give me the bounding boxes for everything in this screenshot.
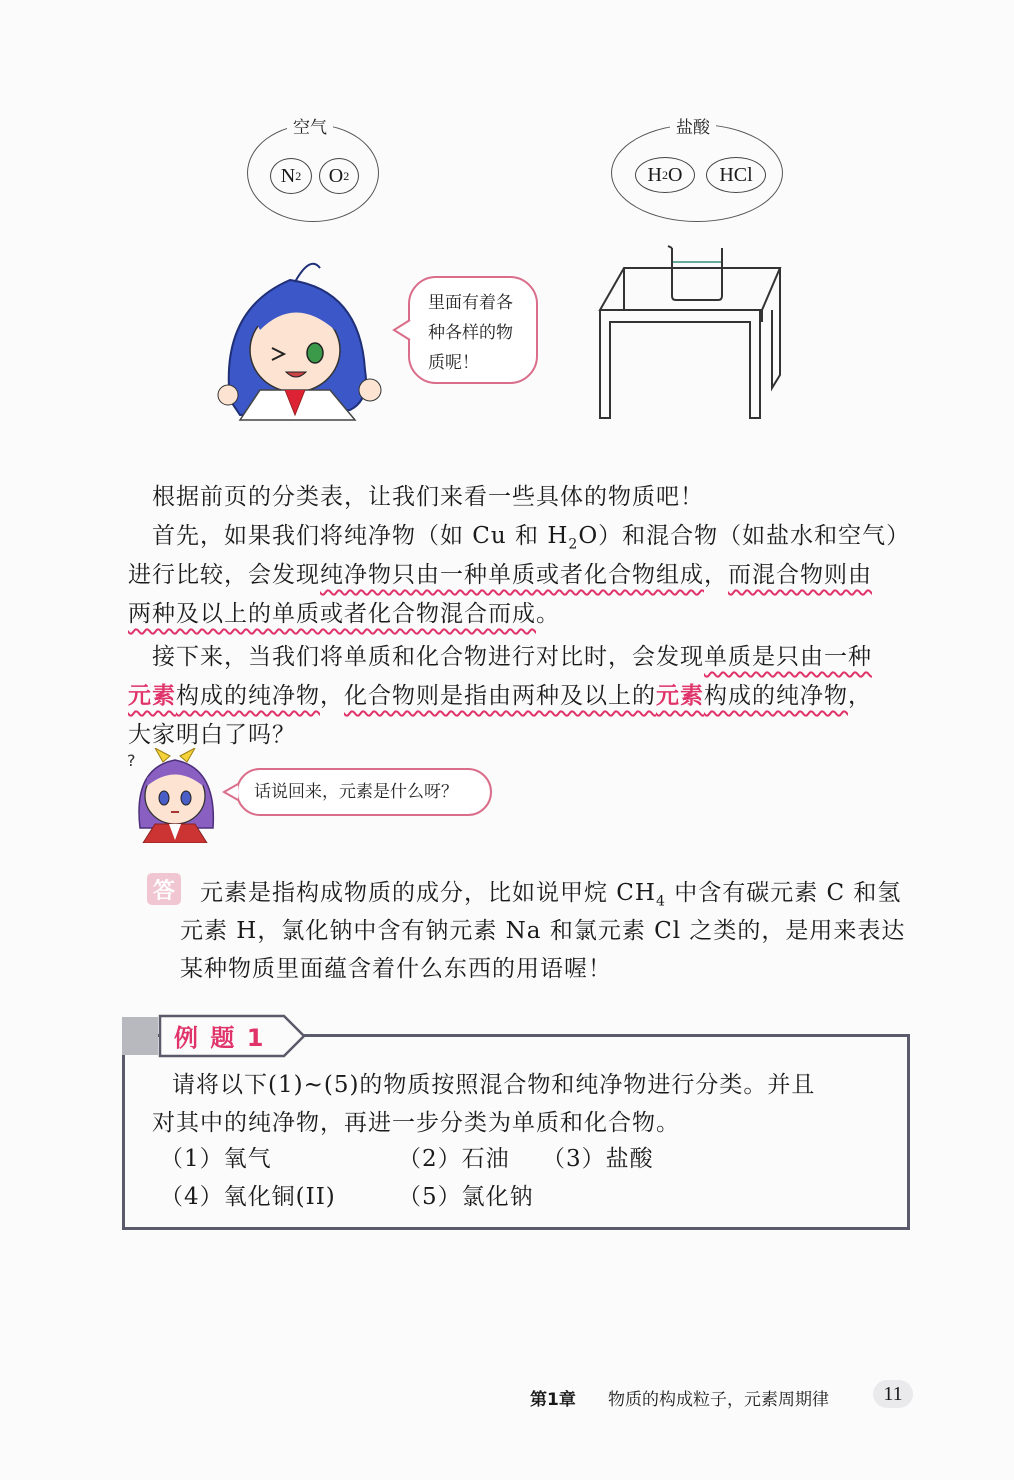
speech-line: 里面有着各 <box>428 293 513 313</box>
answer-line-3: 某种物质里面蕴含着什么东西的用语喔！ <box>180 956 612 982</box>
footer-chapter: 第1章 <box>530 1390 576 1410</box>
paragraph-2-line-1: 首先，如果我们将纯净物（如 Cu 和 $H_2O$）和混合物（如盐水和空气） <box>152 523 911 553</box>
example-item-4: （4）氧化铜(II) <box>160 1184 336 1210</box>
paragraph-3-line-3: 大家明白了吗？ <box>128 722 296 748</box>
footer-title: 物质的构成粒子，元素周期律 <box>608 1390 829 1410</box>
speech-text: 话说回来，元素是什么呀？ <box>254 782 458 802</box>
speech-bubble-2-tail <box>222 782 240 802</box>
paragraph-2-line-2: 进行比较，会发现纯净物只由一种单质或者化合物组成，而混合物则由 <box>128 562 872 588</box>
example-line-1: 请将以下(1)~(5)的物质按照混合物和纯净物进行分类。并且 <box>172 1072 816 1098</box>
speech-line: 种各样的物 <box>428 323 513 343</box>
paragraph-1: 根据前页的分类表，让我们来看一些具体的物质吧！ <box>152 484 704 510</box>
page-number-badge <box>873 1380 913 1408</box>
example-item-3: （3）盐酸 <box>542 1146 654 1172</box>
speech-line: 质呢！ <box>428 353 479 373</box>
molecule-n2: N 2 <box>270 158 312 194</box>
speech-bubble-2 <box>236 768 492 816</box>
air-title: 空气 <box>287 113 333 138</box>
example-line-2: 对其中的纯净物，再进一步分类为单质和化合物。 <box>152 1110 680 1136</box>
air-oval <box>247 124 379 222</box>
answer-line-2: 元素 H，氯化钠中含有钠元素 Na 和氯元素 Cl 之类的，是用来表达 <box>180 918 906 944</box>
molecule-hcl: HCl <box>706 157 766 193</box>
example-tab-bar <box>122 1017 158 1055</box>
molecule-o2: O 2 <box>319 158 359 194</box>
table-with-beaker-illustration <box>590 240 790 425</box>
paragraph-3-line-2: 元素构成的纯净物，化合物则是指由两种及以上的元素构成的纯净物， <box>128 682 872 709</box>
example-item-2: （2）石油 <box>398 1146 510 1172</box>
example-title: 例 题 1 <box>174 1024 266 1052</box>
example-item-1: （1）氧气 <box>160 1146 272 1172</box>
character-kagami-illustration <box>125 748 225 843</box>
character-konata-illustration <box>200 250 390 430</box>
paragraph-2-line-3: 两种及以上的单质或者化合物混合而成。 <box>128 601 560 627</box>
speech-bubble-1 <box>408 276 538 384</box>
page-number: 11 <box>883 1382 903 1405</box>
answer-line-1: 元素是指构成物质的成分，比如说甲烷 $CH_4$ 中含有碳元素 C 和氢 <box>200 880 902 910</box>
example-item-5: （5）氯化钠 <box>398 1184 534 1210</box>
speech-bubble-1-tail <box>392 318 412 342</box>
svg-text:?: ? <box>127 751 136 770</box>
paragraph-3-line-1: 接下来，当我们将单质和化合物进行对比时，会发现单质是只由一种 <box>152 644 872 670</box>
molecule-h2o: H 2 O <box>635 157 695 193</box>
answer-badge: 答 <box>147 873 181 905</box>
acid-title: 盐酸 <box>670 113 716 138</box>
